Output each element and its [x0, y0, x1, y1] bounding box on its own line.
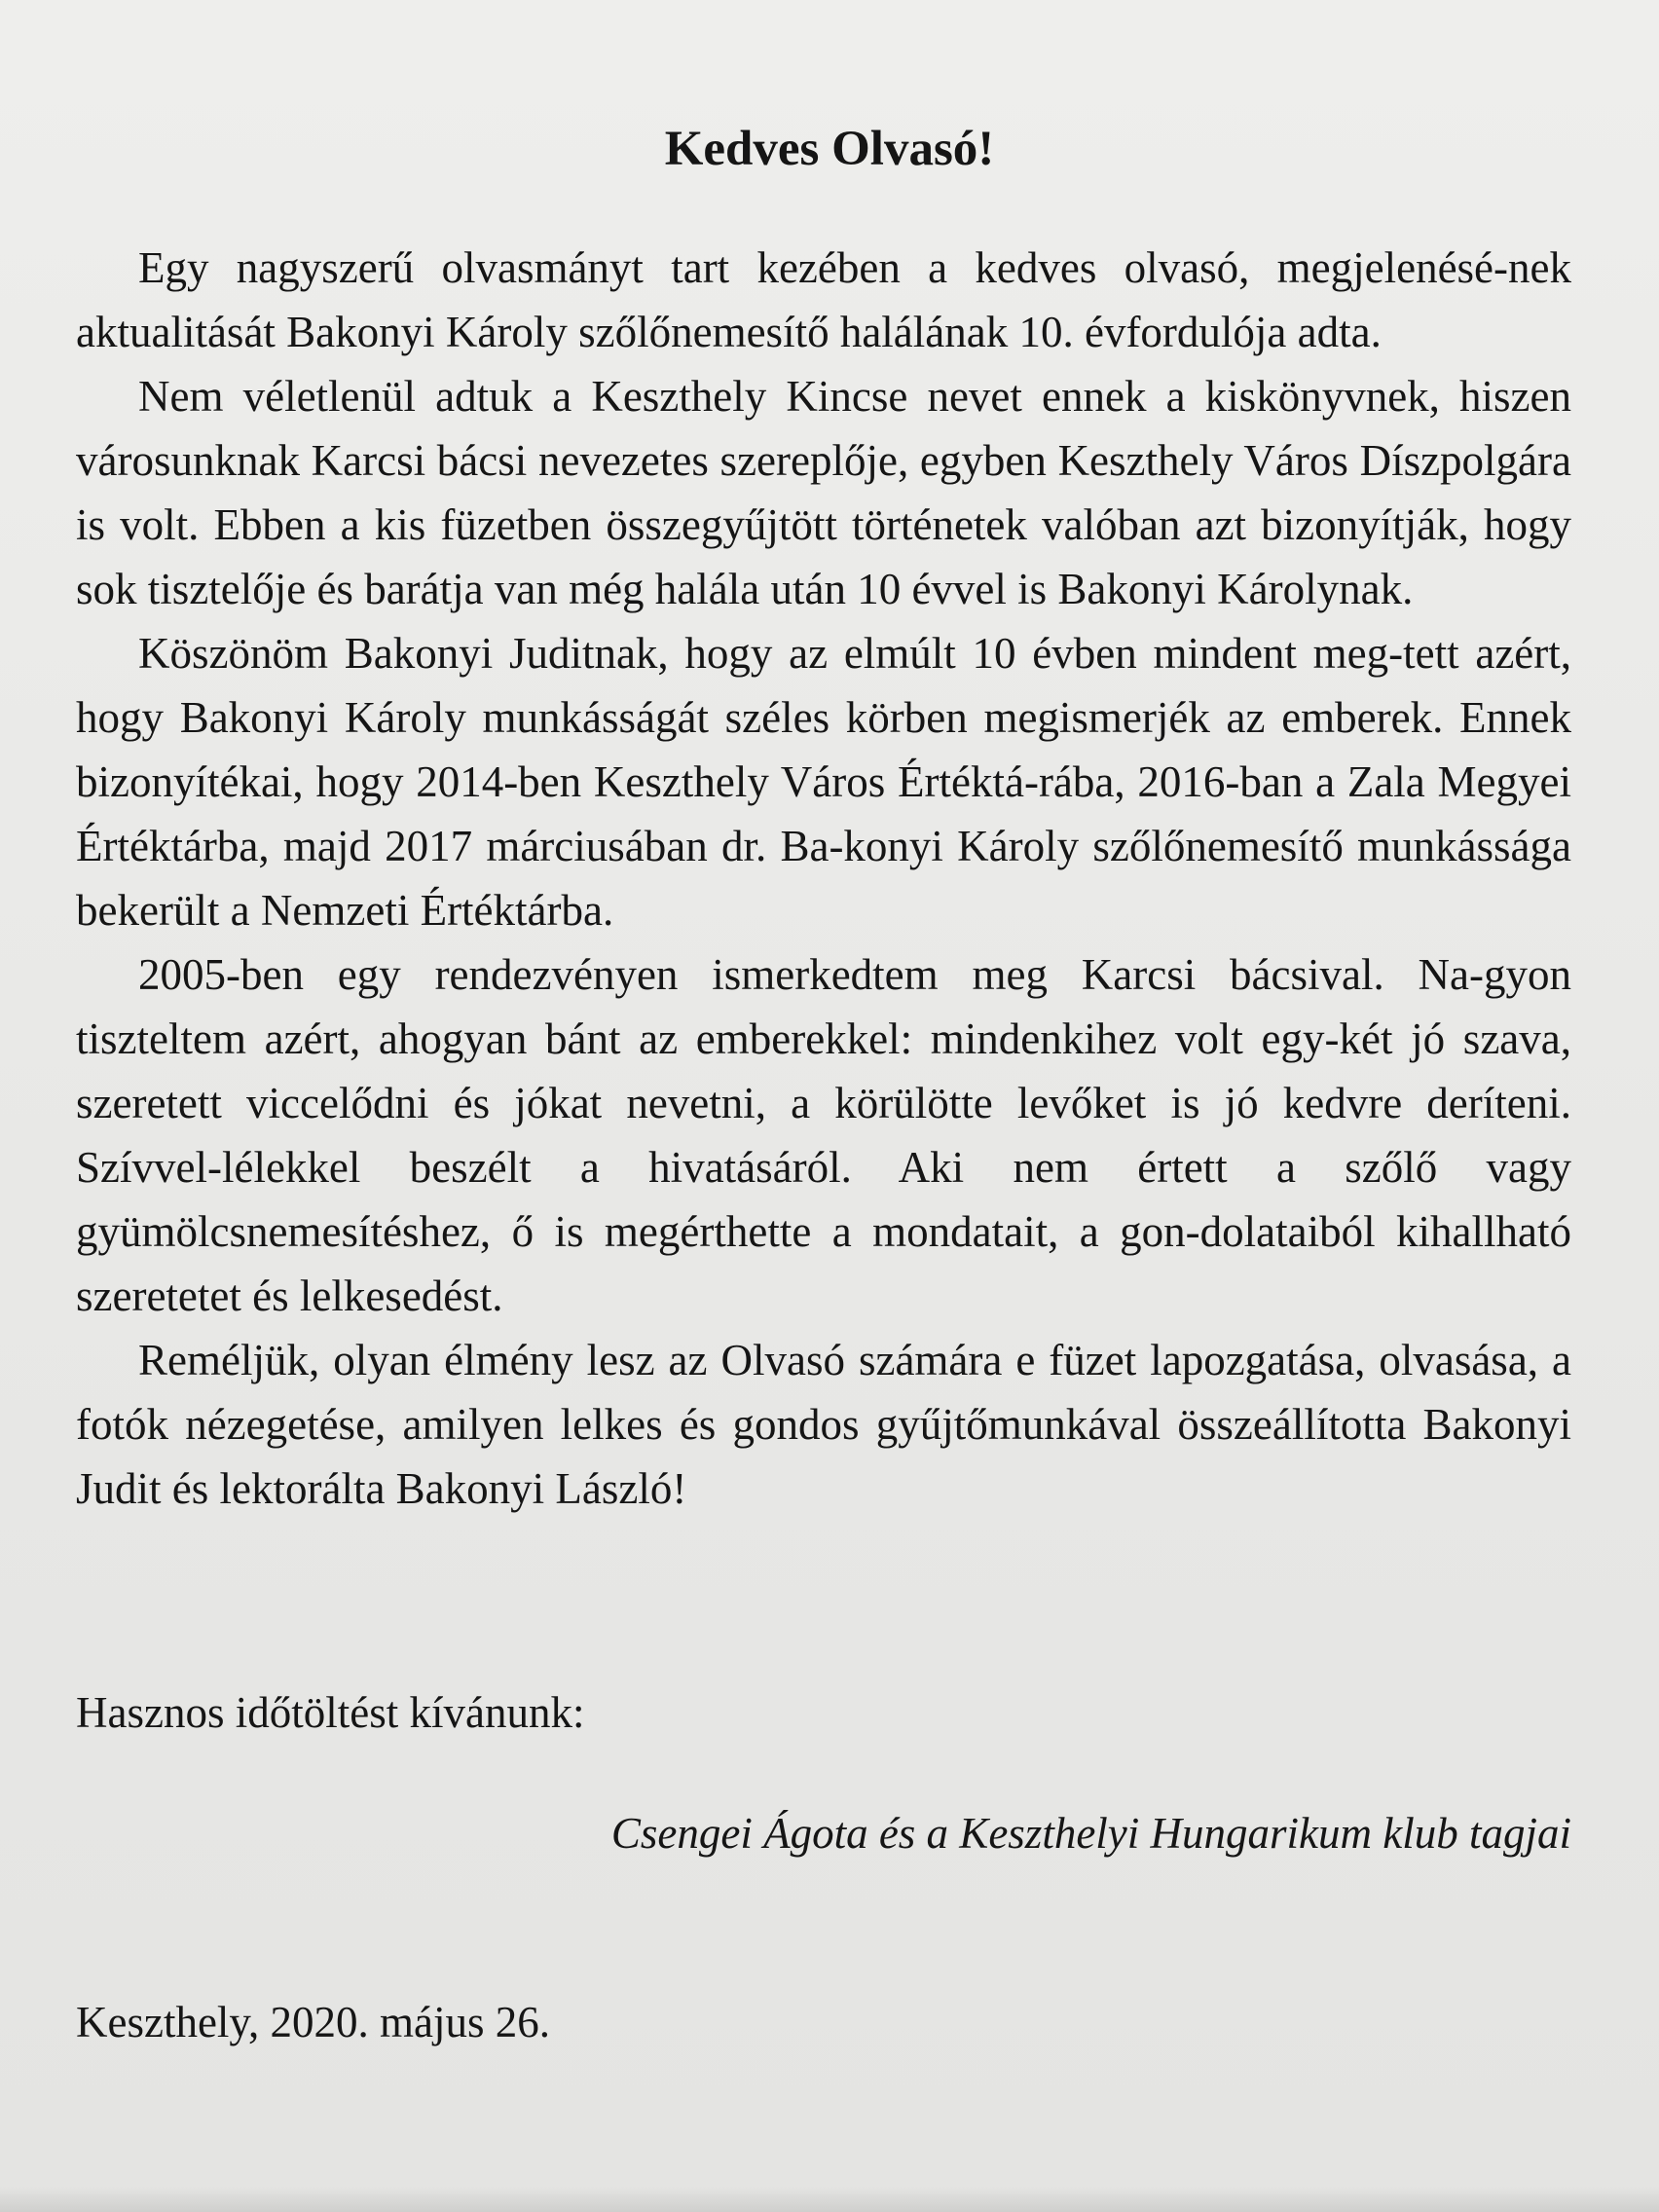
page-bottom-edge — [0, 2187, 1659, 2212]
paragraph-3: Köszönöm Bakonyi Juditnak, hogy az elmúlt 10 évben mindent meg-tett azért, hogy Bakonyi Károly munkásságát széles körben megismerjék az emberek. Ennek bizonyítékai, hogy 2014-ben Keszthely Város Értéktá-rába, 2016-ban a Zala Megyei Értéktárba, majd 2017 márciusában dr. Ba-konyi Károly szőlőnemesítő munkássága bekerült a Nemzeti Értéktárba. — [76, 629, 1571, 935]
document-title: Kedves Olvasó! — [664, 122, 995, 176]
place-and-date: Keszthely, 2020. május 26. — [76, 1998, 551, 2046]
paragraph-2: Nem véletlenül adtuk a Keszthely Kincse nevet ennek a kiskönyvnek, hiszen városunknak Karcsi bácsi nevezetes szereplője, egyben Keszthely Város Díszpolgára is volt. Ebben a kis füzetben összegyűjtött történetek valóban azt bizonyítják, hogy sok tisztelője és barátja van még halála után 10 évvel is Bakonyi Károlynak. — [76, 372, 1571, 613]
paragraph-1: Egy nagyszerű olvasmányt tart kezében a kedves olvasó, megjelenésé-nek aktualitását Bakonyi Károly szőlőnemesítő halálának 10. évfordulója adta. — [76, 243, 1571, 356]
paragraph-4: 2005-ben egy rendezvényen ismerkedtem meg Karcsi bácsival. Na-gyon tiszteltem azért, ahogyan bánt az emberekkel: mindenkihez volt egy-két jó szava, szeretett viccelődni és jókat nevetni, a körülötte levőket is jó kedvre deríteni. Szívvel-lélekkel beszélt a hivatásáról. Aki nem értett a szőlő vagy gyümölcsnemesítéshez, ő is megérthette a mondatait, a gon-dolataiból kihallható szeretetet és lelkesedést. — [76, 950, 1571, 1320]
signature: Csengei Ágota és a Keszthelyi Hungarikum klub tagjai — [610, 1809, 1571, 1858]
closing-wish: Hasznos időtöltést kívánunk: — [76, 1688, 585, 1737]
letter-body — [76, 236, 1571, 1521]
paragraph-5: Reméljük, olyan élmény lesz az Olvasó számára e füzet lapozgatása, olvasása, a fotók nézegetése, amilyen lelkes és gondos gyűjtőmunkával összeállította Bakonyi Judit és lektorálta Bakonyi László! — [76, 1336, 1571, 1513]
